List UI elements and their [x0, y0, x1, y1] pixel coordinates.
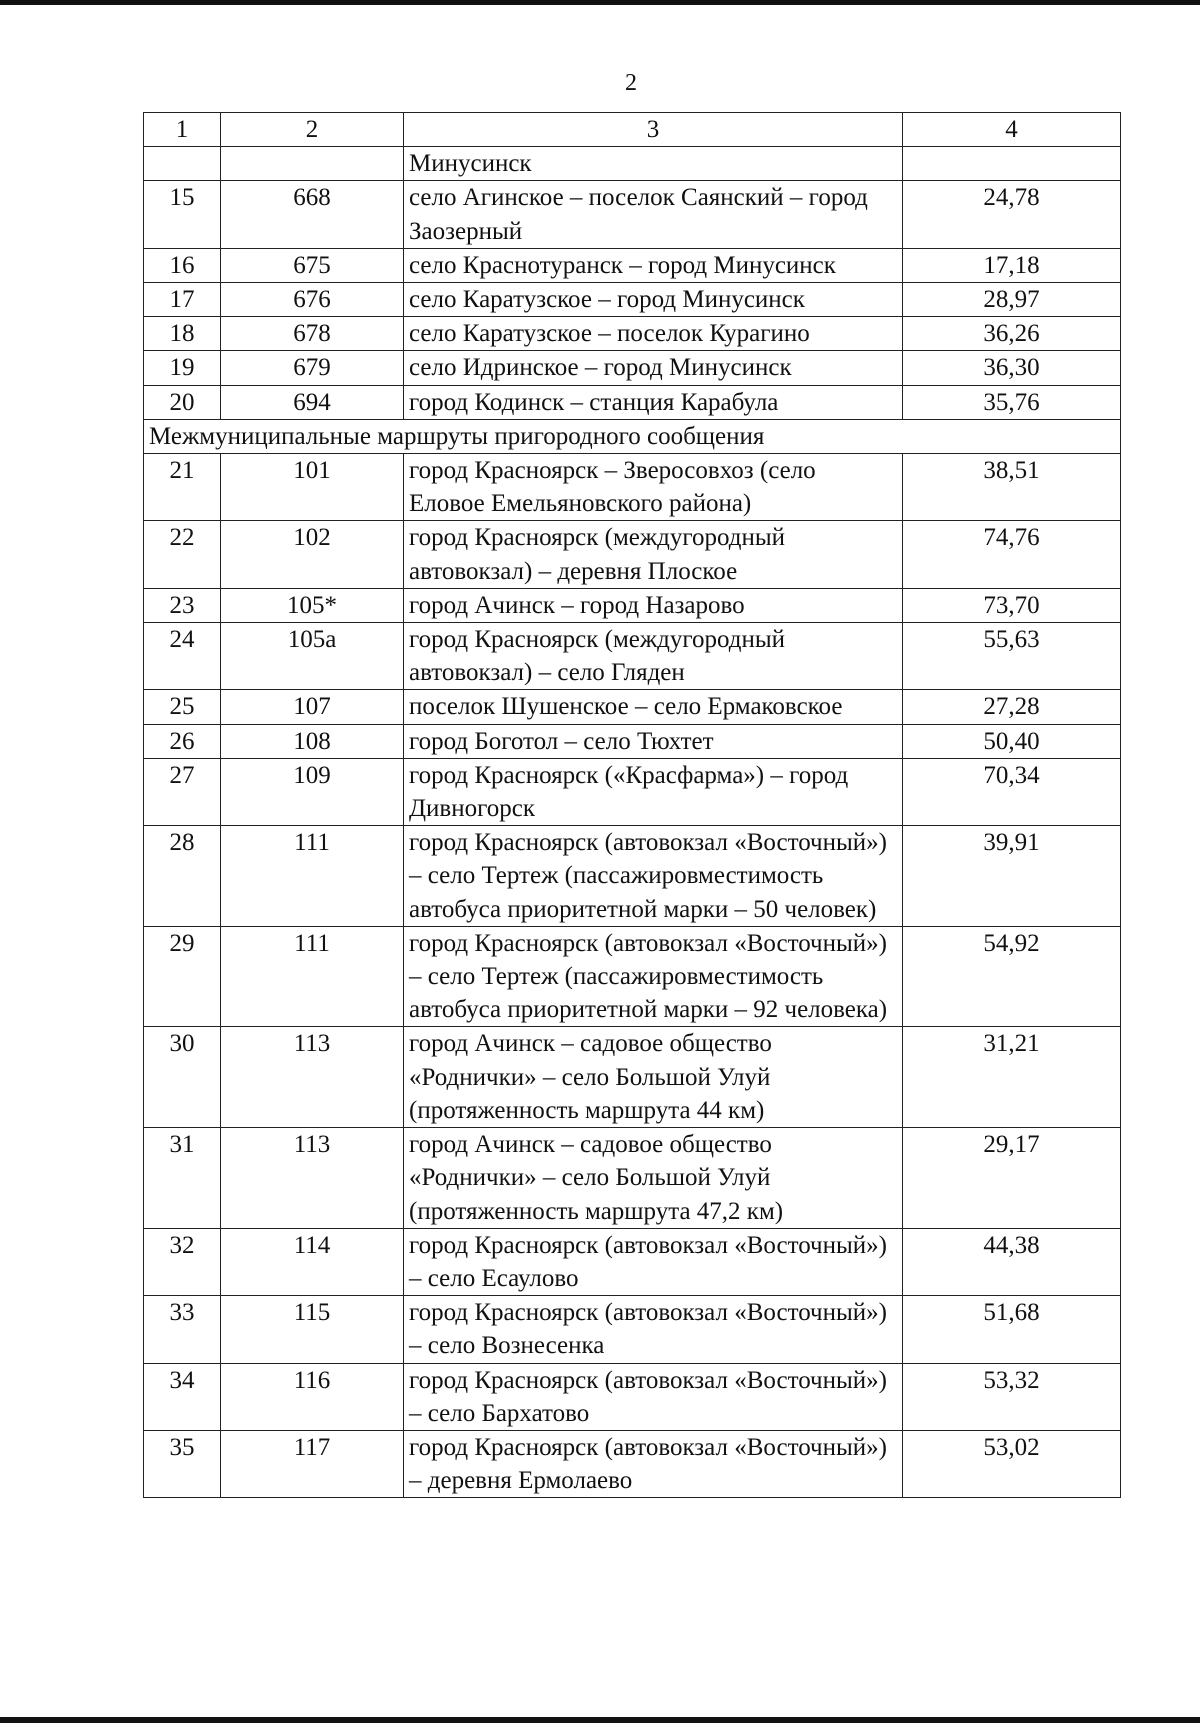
- table-row: [144, 1296, 1121, 1363]
- route-code: 113: [221, 1027, 404, 1128]
- row-number: 32: [144, 1228, 221, 1295]
- route-code: 102: [221, 521, 404, 588]
- route-value: 74,76: [903, 521, 1121, 588]
- header-cell-3: 3: [404, 113, 903, 147]
- table-row: [144, 926, 1121, 1027]
- page-number: 2: [625, 70, 637, 96]
- header-row: [144, 113, 1121, 147]
- route-code: 679: [221, 351, 404, 385]
- route-description: город Ачинск – город Назарово: [404, 588, 903, 622]
- section-row: [144, 419, 1121, 453]
- route-code: 678: [221, 317, 404, 351]
- row-number: 34: [144, 1363, 221, 1430]
- header-cell-1: 1: [144, 113, 221, 147]
- table-row: [144, 826, 1121, 927]
- row-number: 23: [144, 588, 221, 622]
- header-cell-4: 4: [903, 113, 1121, 147]
- route-code: 101: [221, 454, 404, 521]
- table-row: [144, 588, 1121, 622]
- table-row: [144, 1363, 1121, 1430]
- route-value: 70,34: [903, 758, 1121, 825]
- row-number: 29: [144, 926, 221, 1027]
- row-number: 20: [144, 385, 221, 419]
- route-value: 53,32: [903, 1363, 1121, 1430]
- route-code: 117: [221, 1430, 404, 1497]
- table-row: [144, 385, 1121, 419]
- row-number: 18: [144, 317, 221, 351]
- row-number: 30: [144, 1027, 221, 1128]
- route-value: 73,70: [903, 588, 1121, 622]
- table-row: [144, 623, 1121, 690]
- route-value: 53,02: [903, 1430, 1121, 1497]
- route-description: город Кодинск – станция Карабула: [404, 385, 903, 419]
- route-value: 36,26: [903, 317, 1121, 351]
- route-value: 27,28: [903, 690, 1121, 724]
- route-value: 38,51: [903, 454, 1121, 521]
- route-description: город Красноярск – Зверосовхоз (село Еловое Емельяновского района): [404, 454, 903, 521]
- route-description: село Каратузское – поселок Курагино: [404, 317, 903, 351]
- route-description: город Красноярск (автовокзал «Восточный») – деревня Ермолаево: [404, 1430, 903, 1497]
- route-code: 107: [221, 690, 404, 724]
- row-number: 26: [144, 724, 221, 758]
- route-value: 35,76: [903, 385, 1121, 419]
- route-description: село Краснотуранск – город Минусинск: [404, 248, 903, 282]
- route-description: город Ачинск – садовое общество «Роднички» – село Большой Улуй (протяженность маршрута 47,2 км): [404, 1128, 903, 1229]
- route-code: 111: [221, 826, 404, 927]
- route-code: 694: [221, 385, 404, 419]
- row-number: 27: [144, 758, 221, 825]
- table-row: [144, 181, 1121, 248]
- route-value: 28,97: [903, 283, 1121, 317]
- scan-edge-top: [0, 0, 1200, 5]
- route-description: город Ачинск – садовое общество «Роднички» – село Большой Улуй (протяженность маршрута 44 км): [404, 1027, 903, 1128]
- table-row: [144, 724, 1121, 758]
- route-description: город Красноярск (междугородный автовокзал) – деревня Плоское: [404, 521, 903, 588]
- route-code: 675: [221, 248, 404, 282]
- route-value: 51,68: [903, 1296, 1121, 1363]
- route-code: 668: [221, 181, 404, 248]
- route-code: 105*: [221, 588, 404, 622]
- route-description: поселок Шушенское – село Ермаковское: [404, 690, 903, 724]
- route-description: село Каратузское – город Минусинск: [404, 283, 903, 317]
- section-title: Межмуниципальные маршруты пригородного сообщения: [144, 419, 1121, 453]
- table-row: [144, 758, 1121, 825]
- route-code: [221, 147, 404, 181]
- row-number: 33: [144, 1296, 221, 1363]
- table-row: [144, 454, 1121, 521]
- route-code: 676: [221, 283, 404, 317]
- row-number: 16: [144, 248, 221, 282]
- route-value: [903, 147, 1121, 181]
- table-row: [144, 351, 1121, 385]
- row-number: 15: [144, 181, 221, 248]
- route-value: 44,38: [903, 1228, 1121, 1295]
- row-number: 21: [144, 454, 221, 521]
- table-row: [144, 1228, 1121, 1295]
- route-description: город Красноярск (автовокзал «Восточный») – село Бархатово: [404, 1363, 903, 1430]
- route-description: село Агинское – поселок Саянский – город Заозерный: [404, 181, 903, 248]
- route-value: 36,30: [903, 351, 1121, 385]
- row-number: [144, 147, 221, 181]
- route-description: село Идринское – город Минусинск: [404, 351, 903, 385]
- row-number: 19: [144, 351, 221, 385]
- header-cell-2: 2: [221, 113, 404, 147]
- route-code: 105а: [221, 623, 404, 690]
- row-number: 17: [144, 283, 221, 317]
- row-number: 24: [144, 623, 221, 690]
- route-value: 31,21: [903, 1027, 1121, 1128]
- table-row: [144, 248, 1121, 282]
- table-row: [144, 283, 1121, 317]
- route-description: город Боготол – село Тюхтет: [404, 724, 903, 758]
- row-number: 22: [144, 521, 221, 588]
- table-row: [144, 1128, 1121, 1229]
- row-number: 31: [144, 1128, 221, 1229]
- route-description: город Красноярск (междугородный автовокзал) – село Гляден: [404, 623, 903, 690]
- route-value: 24,78: [903, 181, 1121, 248]
- route-description: город Красноярск («Красфарма») – город Дивногорск: [404, 758, 903, 825]
- row-number: 25: [144, 690, 221, 724]
- table-row: [144, 1430, 1121, 1497]
- route-value: 29,17: [903, 1128, 1121, 1229]
- table-row: [144, 317, 1121, 351]
- row-number: 28: [144, 826, 221, 927]
- table-row: [144, 521, 1121, 588]
- table-row: [144, 690, 1121, 724]
- route-code: 108: [221, 724, 404, 758]
- routes-table: [143, 112, 1121, 1498]
- route-value: 54,92: [903, 926, 1121, 1027]
- route-value: 39,91: [903, 826, 1121, 927]
- table-body: [144, 113, 1121, 1498]
- route-value: 17,18: [903, 248, 1121, 282]
- route-code: 115: [221, 1296, 404, 1363]
- route-value: 55,63: [903, 623, 1121, 690]
- route-code: 114: [221, 1228, 404, 1295]
- row-number: 35: [144, 1430, 221, 1497]
- route-code: 109: [221, 758, 404, 825]
- scan-edge-bottom: [0, 1717, 1200, 1723]
- route-code: 116: [221, 1363, 404, 1430]
- route-value: 50,40: [903, 724, 1121, 758]
- route-description: Минусинск: [404, 147, 903, 181]
- route-description: город Красноярск (автовокзал «Восточный») – село Тертеж (пассажировместимость автобуса приоритетной марки – 50 человек): [404, 826, 903, 927]
- route-description: город Красноярск (автовокзал «Восточный») – село Есаулово: [404, 1228, 903, 1295]
- route-code: 111: [221, 926, 404, 1027]
- route-description: город Красноярск (автовокзал «Восточный») – село Вознесенка: [404, 1296, 903, 1363]
- table-row: [144, 1027, 1121, 1128]
- route-code: 113: [221, 1128, 404, 1229]
- route-description: город Красноярск (автовокзал «Восточный») – село Тертеж (пассажировместимость автобуса приоритетной марки – 92 человека): [404, 926, 903, 1027]
- continuation-row: [144, 147, 1121, 181]
